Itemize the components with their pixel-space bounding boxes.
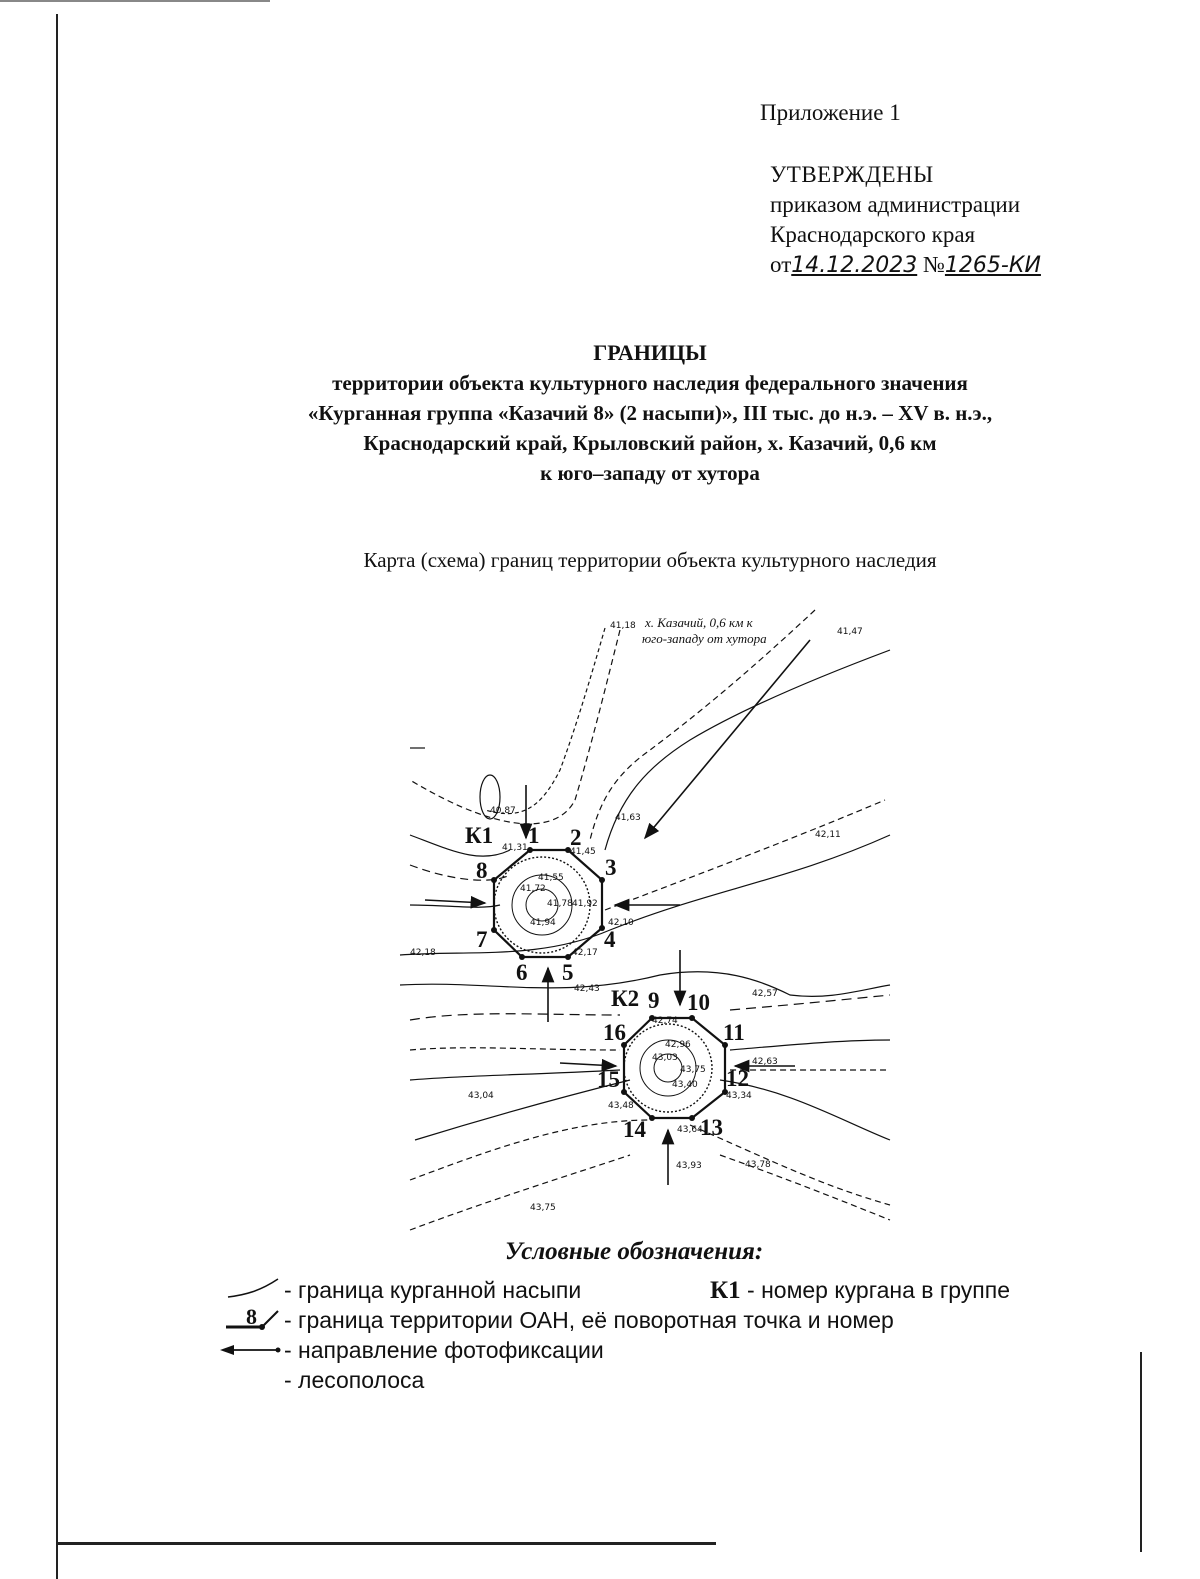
point-13: 13 <box>700 1115 723 1140</box>
elev-label: 42,74 <box>652 1016 678 1026</box>
elev-label: 42,10 <box>608 918 634 928</box>
date-prefix: от <box>770 252 792 277</box>
legend-mound-boundary-text: - граница курганной насыпи <box>284 1277 582 1303</box>
elev-label: 41,63 <box>615 813 641 823</box>
point-10: 10 <box>687 990 710 1015</box>
legend-title: Условные обозначения: <box>505 1238 764 1265</box>
title-line-2: «Курганная группа «Казачий 8» (2 насыпи)», III тыс. до н.э. – XV в. н.э., <box>307 401 993 425</box>
approval-block <box>770 160 1041 281</box>
photo-direction-arrow-icon <box>220 1337 282 1363</box>
appendix-label: Приложение 1 <box>760 100 901 125</box>
legend-forest-belt-text: - лесополоса <box>284 1367 425 1393</box>
point-8: 8 <box>476 858 488 883</box>
point-1: 1 <box>528 823 540 848</box>
elev-label: 41,31 <box>502 843 528 853</box>
point-11: 11 <box>723 1020 745 1045</box>
title-main: ГРАНИЦЫ <box>593 340 707 365</box>
elev-label: 42,57 <box>752 989 778 999</box>
point-6: 6 <box>516 960 528 985</box>
mound-boundary-symbol <box>220 1277 282 1303</box>
point-4: 4 <box>604 927 616 952</box>
legend-oan-boundary-text: - граница территории ОАН, её поворотная точка и номер <box>284 1307 894 1333</box>
document-title <box>200 338 1100 488</box>
number-value: 1265-КИ <box>944 253 1041 278</box>
approved-heading: УТВЕРЖДЕНЫ <box>770 162 934 187</box>
elev-label: 42,18 <box>410 948 436 958</box>
oan-boundary-symbol <box>220 1307 282 1333</box>
elev-label: 41,94 <box>530 918 556 928</box>
point-3: 3 <box>605 855 617 880</box>
elev-label: 41,45 <box>570 847 596 857</box>
order-line-2: Краснодарского края <box>770 222 976 247</box>
number-prefix: № <box>922 252 945 277</box>
point-15: 15 <box>597 1067 620 1092</box>
mound-label-k2: К2 <box>611 986 640 1011</box>
elev-label: 43,34 <box>726 1091 752 1101</box>
map-note-line-1: х. Казачий, 0,6 км к <box>645 615 753 630</box>
title-line-1: территории объекта культурного наследия федерального значения <box>332 371 968 395</box>
scan-edge-top <box>0 0 270 2</box>
legend-mound-number <box>710 1275 1010 1306</box>
elev-label: 43,93 <box>676 1161 702 1171</box>
elev-label: 42,17 <box>572 948 598 958</box>
elev-label: 43,64 <box>677 1125 703 1135</box>
legend-mound-number-text: - номер кургана в группе <box>747 1277 1011 1303</box>
oan-point-number: 8 <box>246 1307 257 1329</box>
elev-label: 43,75 <box>530 1203 556 1213</box>
title-line-4: к юго–западу от хутора <box>540 461 760 485</box>
elev-label: 43,04 <box>468 1091 494 1101</box>
order-date-line <box>770 250 1041 281</box>
scan-edge-left <box>56 14 58 1579</box>
order-line-1: приказом администрации <box>770 192 1021 217</box>
elev-label: 41,18 <box>610 621 636 631</box>
scan-edge-right <box>1140 1352 1142 1552</box>
elev-label: 42,43 <box>574 984 600 994</box>
elev-label: 43,03 <box>652 1053 678 1063</box>
mound-label-k1: К1 <box>465 823 494 848</box>
scan-edge-bottom <box>56 1542 716 1545</box>
legend-photo-direction-text: - направление фотофиксации <box>284 1337 604 1363</box>
point-7: 7 <box>476 927 488 952</box>
k2-oan-boundary <box>624 1018 725 1118</box>
title-line-3: Краснодарский край, Крыловский район, х. Казачий, 0,6 км <box>363 431 937 455</box>
point-9: 9 <box>648 988 660 1013</box>
point-14: 14 <box>623 1117 646 1142</box>
elev-label: 41,72 <box>520 884 546 894</box>
elev-label: 43,78 <box>745 1160 771 1170</box>
point-16: 16 <box>603 1020 626 1045</box>
point-5: 5 <box>562 960 574 985</box>
elev-label: 43,40 <box>672 1080 698 1090</box>
point-12: 12 <box>726 1066 749 1091</box>
elev-label: 41,92 <box>572 899 598 909</box>
legend-k1-symbol: К1 <box>710 1277 741 1304</box>
elev-label: 42,11 <box>815 830 841 840</box>
mound-k2 <box>621 1015 728 1121</box>
map-note-line-2: юго-западу от хутора <box>642 631 767 646</box>
map-caption: Карта (схема) границ территории объекта культурного наследия <box>363 548 937 572</box>
elev-label: 40,87 <box>490 806 516 816</box>
point-2: 2 <box>570 825 582 850</box>
elev-label: 41,47 <box>837 627 863 637</box>
date-value: 14.12.2023 <box>791 253 918 278</box>
elev-label: 41,78 <box>547 899 573 909</box>
boundary-map <box>390 600 910 1240</box>
elev-label: 41,55 <box>538 873 564 883</box>
elev-label: 43,48 <box>608 1101 634 1111</box>
elev-label: 42,63 <box>752 1057 778 1067</box>
elev-label: 42,96 <box>665 1040 691 1050</box>
elev-label: 43,75 <box>680 1065 706 1075</box>
